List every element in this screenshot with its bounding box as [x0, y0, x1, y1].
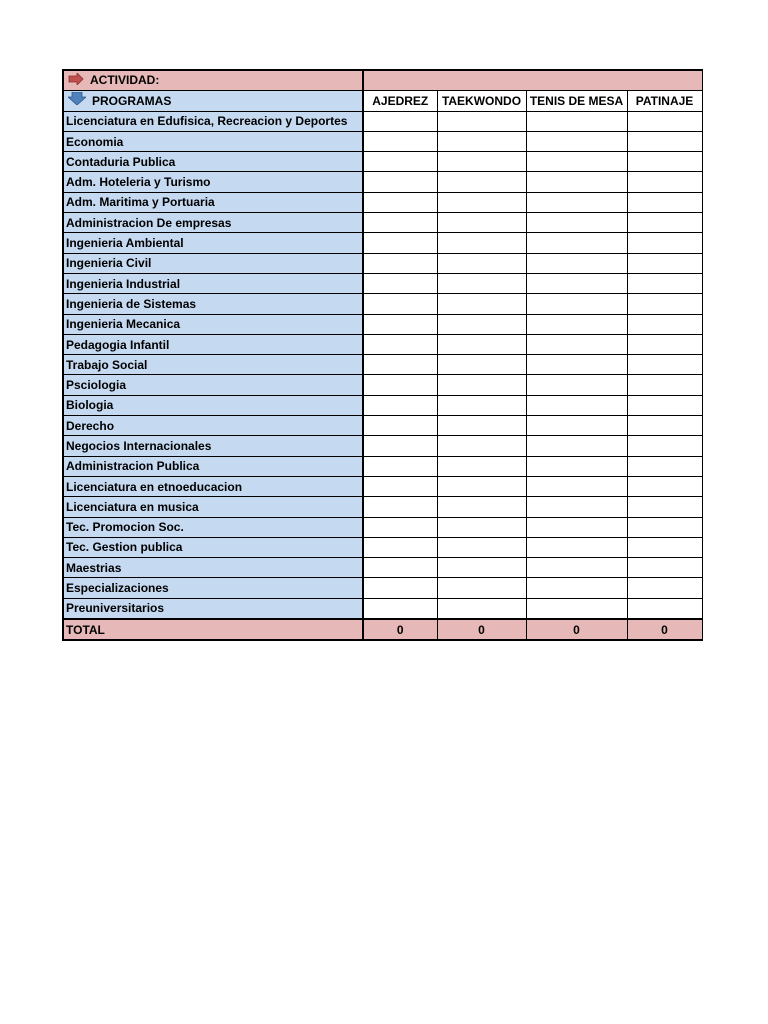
program-value-cell[interactable] [526, 598, 627, 619]
program-value-cell[interactable] [363, 334, 437, 354]
program-value-cell[interactable] [526, 172, 627, 192]
program-value-cell[interactable] [437, 172, 526, 192]
program-value-cell[interactable] [437, 578, 526, 598]
program-value-cell[interactable] [526, 131, 627, 151]
program-row [63, 314, 702, 334]
program-value-cell[interactable] [363, 416, 437, 436]
program-value-cell[interactable] [363, 476, 437, 496]
program-value-cell[interactable] [526, 314, 627, 334]
program-value-cell[interactable] [627, 436, 702, 456]
program-name-cell[interactable]: Trabajo Social [63, 355, 363, 375]
program-value-cell[interactable] [437, 334, 526, 354]
program-value-cell[interactable] [363, 578, 437, 598]
program-value-cell[interactable] [627, 456, 702, 476]
program-value-cell[interactable] [526, 375, 627, 395]
red-arrow-right-icon [68, 72, 84, 90]
program-value-cell[interactable] [437, 537, 526, 557]
program-name-cell[interactable]: Maestrias [63, 558, 363, 578]
program-value-cell[interactable] [526, 416, 627, 436]
program-row [63, 152, 702, 172]
program-value-cell[interactable] [526, 213, 627, 233]
program-row [63, 213, 702, 233]
program-value-cell[interactable] [363, 375, 437, 395]
column-header-patinaje[interactable]: PATINAJE [627, 91, 702, 111]
program-row [63, 253, 702, 273]
program-row [63, 233, 702, 253]
program-name-cell[interactable]: Licenciatura en musica [63, 497, 363, 517]
program-row [63, 172, 702, 192]
program-value-cell[interactable] [526, 192, 627, 212]
total-label-cell[interactable]: TOTAL [63, 619, 363, 640]
program-value-cell[interactable] [363, 558, 437, 578]
program-value-cell[interactable] [627, 476, 702, 496]
program-value-cell[interactable] [363, 497, 437, 517]
program-row [63, 598, 702, 619]
activity-row [63, 70, 702, 91]
program-row [63, 456, 702, 476]
program-value-cell[interactable] [627, 375, 702, 395]
program-value-cell[interactable] [526, 436, 627, 456]
program-value-cell[interactable] [526, 517, 627, 537]
activity-program-table [62, 69, 703, 641]
program-value-cell[interactable] [627, 192, 702, 212]
program-value-cell[interactable] [363, 192, 437, 212]
program-value-cell[interactable] [437, 375, 526, 395]
program-value-cell[interactable] [437, 192, 526, 212]
program-value-cell[interactable] [437, 436, 526, 456]
program-row [63, 273, 702, 293]
program-value-cell[interactable] [627, 294, 702, 314]
program-value-cell[interactable] [627, 395, 702, 415]
program-value-cell[interactable] [526, 578, 627, 598]
program-name-cell[interactable]: Administracion Publica [63, 456, 363, 476]
program-value-cell[interactable] [363, 395, 437, 415]
program-value-cell[interactable] [437, 476, 526, 496]
program-value-cell[interactable] [526, 558, 627, 578]
program-row [63, 476, 702, 496]
program-value-cell[interactable] [526, 537, 627, 557]
program-name-cell[interactable]: Psciologia [63, 375, 363, 395]
program-name-cell[interactable]: Ingenieria Mecanica [63, 314, 363, 334]
program-value-cell[interactable] [363, 131, 437, 151]
program-value-cell[interactable] [363, 294, 437, 314]
program-value-cell[interactable] [526, 111, 627, 131]
program-value-cell[interactable] [627, 152, 702, 172]
program-row [63, 131, 702, 151]
program-value-cell[interactable] [526, 476, 627, 496]
program-value-cell[interactable] [627, 314, 702, 334]
program-row [63, 497, 702, 517]
total-value-cell[interactable]: 0 [526, 619, 627, 640]
program-row [63, 334, 702, 354]
program-name-cell[interactable]: Ingenieria de Sistemas [63, 294, 363, 314]
program-name-cell[interactable]: Economia [63, 131, 363, 151]
programs-label: PROGRAMAS [92, 93, 172, 108]
program-value-cell[interactable] [437, 152, 526, 172]
activity-value-cell[interactable] [363, 70, 702, 91]
program-value-cell[interactable] [363, 598, 437, 619]
program-value-cell[interactable] [627, 213, 702, 233]
program-value-cell[interactable] [627, 131, 702, 151]
program-value-cell[interactable] [526, 233, 627, 253]
blue-arrow-down-icon [68, 92, 86, 110]
program-name-cell[interactable]: Ingenieria Civil [63, 253, 363, 273]
program-value-cell[interactable] [627, 497, 702, 517]
program-value-cell[interactable] [627, 253, 702, 273]
program-value-cell[interactable] [627, 233, 702, 253]
program-row [63, 517, 702, 537]
program-value-cell[interactable] [526, 355, 627, 375]
program-value-cell[interactable] [437, 558, 526, 578]
program-value-cell[interactable] [627, 578, 702, 598]
program-row [63, 416, 702, 436]
program-value-cell[interactable] [363, 111, 437, 131]
activity-label-cell[interactable] [63, 70, 363, 91]
program-value-cell[interactable] [437, 517, 526, 537]
program-value-cell[interactable] [363, 253, 437, 273]
program-value-cell[interactable] [437, 131, 526, 151]
program-value-cell[interactable] [437, 456, 526, 476]
column-header-tenis-de-mesa[interactable]: TENIS DE MESA [526, 91, 627, 111]
program-value-cell[interactable] [363, 314, 437, 334]
program-value-cell[interactable] [526, 152, 627, 172]
program-name-cell[interactable]: Tec. Gestion publica [63, 537, 363, 557]
program-value-cell[interactable] [526, 497, 627, 517]
column-header-taekwondo[interactable]: TAEKWONDO [437, 91, 526, 111]
program-row [63, 192, 702, 212]
program-row [63, 537, 702, 557]
program-value-cell[interactable] [437, 253, 526, 273]
program-name-cell[interactable]: Derecho [63, 416, 363, 436]
program-value-cell[interactable] [627, 517, 702, 537]
program-value-cell[interactable] [526, 334, 627, 354]
program-value-cell[interactable] [363, 456, 437, 476]
program-row [63, 355, 702, 375]
total-value-cell[interactable]: 0 [363, 619, 437, 640]
program-value-cell[interactable] [437, 294, 526, 314]
program-name-cell[interactable]: Negocios Internacionales [63, 436, 363, 456]
program-value-cell[interactable] [437, 314, 526, 334]
program-value-cell[interactable] [437, 111, 526, 131]
program-value-cell[interactable] [526, 456, 627, 476]
program-name-cell[interactable]: Tec. Promocion Soc. [63, 517, 363, 537]
program-name-cell[interactable]: Pedagogia Infantil [63, 334, 363, 354]
program-value-cell[interactable] [437, 213, 526, 233]
program-value-cell[interactable] [627, 273, 702, 293]
program-name-cell[interactable]: Licenciatura en etnoeducacion [63, 476, 363, 496]
program-name-cell[interactable]: Administracion De empresas [63, 213, 363, 233]
program-value-cell[interactable] [437, 598, 526, 619]
activity-label: ACTIVIDAD: [90, 73, 160, 88]
program-row [63, 375, 702, 395]
program-value-cell[interactable] [363, 152, 437, 172]
program-value-cell[interactable] [363, 213, 437, 233]
program-value-cell[interactable] [363, 355, 437, 375]
program-value-cell[interactable] [363, 436, 437, 456]
program-value-cell[interactable] [627, 172, 702, 192]
program-value-cell[interactable] [363, 273, 437, 293]
programs-header-row [63, 91, 702, 111]
program-name-cell[interactable]: Especializaciones [63, 578, 363, 598]
program-value-cell[interactable] [363, 517, 437, 537]
total-row [63, 619, 702, 640]
program-value-cell[interactable] [526, 294, 627, 314]
program-value-cell[interactable] [627, 111, 702, 131]
program-value-cell[interactable] [437, 355, 526, 375]
program-row [63, 558, 702, 578]
program-row [63, 578, 702, 598]
program-value-cell[interactable] [437, 416, 526, 436]
program-name-cell[interactable]: Biologia [63, 395, 363, 415]
program-value-cell[interactable] [627, 558, 702, 578]
program-value-cell[interactable] [437, 233, 526, 253]
column-header-ajedrez[interactable]: AJEDREZ [363, 91, 437, 111]
program-row [63, 294, 702, 314]
program-row [63, 436, 702, 456]
program-name-cell[interactable]: Ingenieria Industrial [63, 273, 363, 293]
program-name-cell[interactable]: Adm. Maritima y Portuaria [63, 192, 363, 212]
program-name-cell[interactable]: Preuniversitarios [63, 598, 363, 619]
program-row [63, 111, 702, 131]
program-name-cell[interactable]: Adm. Hoteleria y Turismo [63, 172, 363, 192]
total-value-cell[interactable]: 0 [627, 619, 702, 640]
program-value-cell[interactable] [627, 537, 702, 557]
program-value-cell[interactable] [363, 233, 437, 253]
program-value-cell[interactable] [363, 537, 437, 557]
program-name-cell[interactable]: Ingenieria Ambiental [63, 233, 363, 253]
program-value-cell[interactable] [437, 395, 526, 415]
total-value-cell[interactable]: 0 [437, 619, 526, 640]
program-name-cell[interactable]: Contaduria Publica [63, 152, 363, 172]
program-value-cell[interactable] [526, 253, 627, 273]
program-value-cell[interactable] [627, 416, 702, 436]
program-name-cell[interactable]: Licenciatura en Edufisica, Recreacion y Deportes [63, 111, 363, 131]
program-value-cell[interactable] [627, 355, 702, 375]
program-row [63, 395, 702, 415]
program-value-cell[interactable] [437, 497, 526, 517]
program-value-cell[interactable] [437, 273, 526, 293]
program-value-cell[interactable] [526, 273, 627, 293]
programs-label-cell[interactable] [63, 91, 363, 111]
program-value-cell[interactable] [627, 598, 702, 619]
program-value-cell[interactable] [363, 172, 437, 192]
program-value-cell[interactable] [627, 334, 702, 354]
program-value-cell[interactable] [526, 395, 627, 415]
